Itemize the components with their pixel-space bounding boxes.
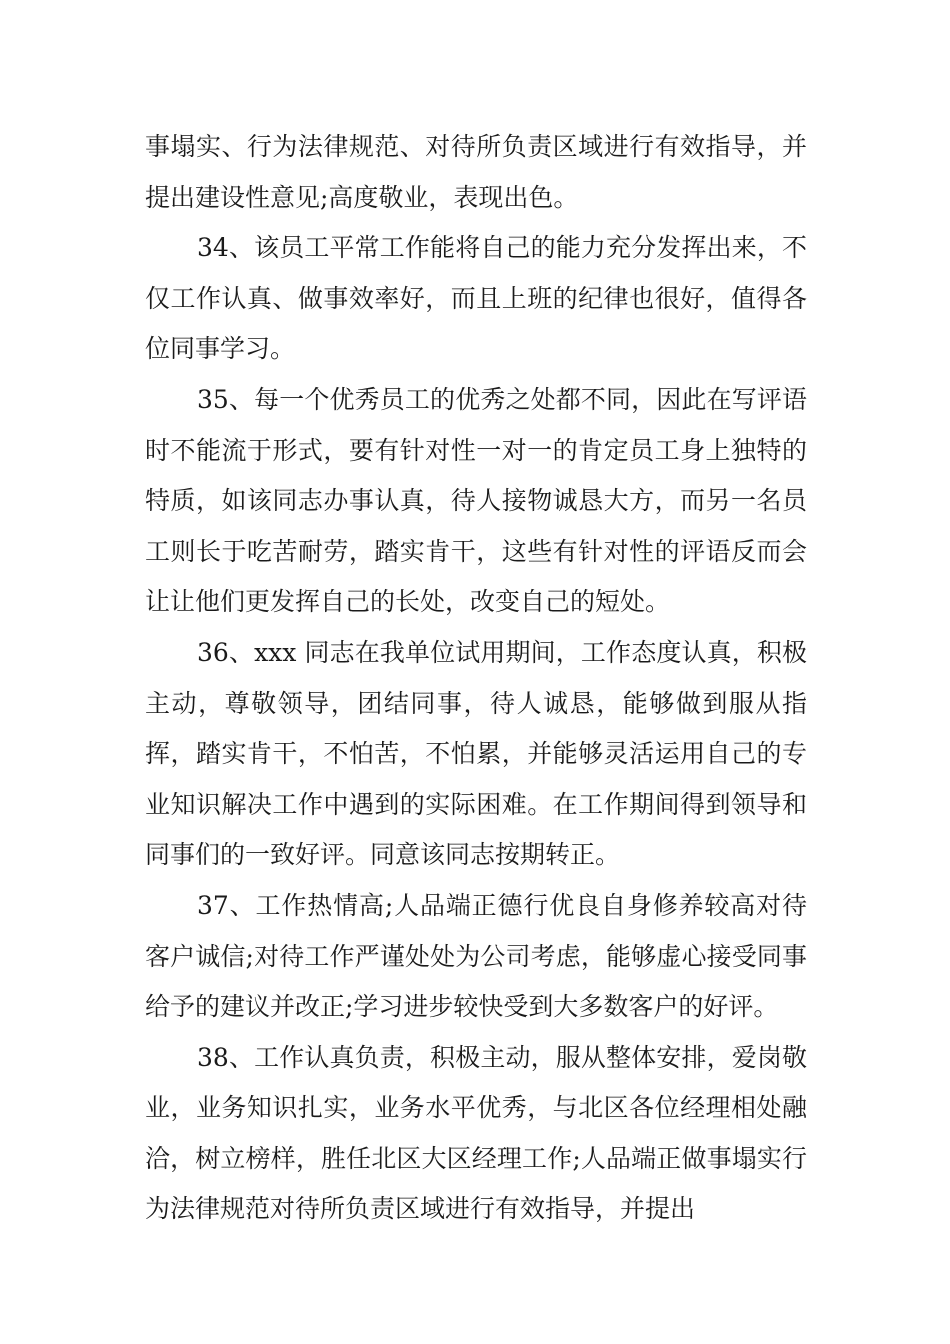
paragraph-35: 35、每一个优秀员工的优秀之处都不同，因此在写评语时不能流于形式，要有针对性一对一的肯定员工身上独特的特质，如该同志办事认真，待人接物诚恳大方，而另一名员工则长于吃苦耐劳，踏实肯干，这些有针对性的评语反而会让让他们更发挥自己的长处，改变自己的短处。	[145, 384, 807, 617]
paragraph-37: 37、工作热情高;人品端正德行优良自身修养较高对待客户诚信;对待工作严谨处处为公司考虑，能够虚心接受同事给予的建议并改正;学习进步较快受到大多数客户的好评。	[145, 890, 807, 1022]
paragraph-34: 34、该员工平常工作能将自己的能力充分发挥出来，不仅工作认真、做事效率好，而且上班的纪律也很好，值得各位同事学习。	[145, 233, 807, 364]
document-body	[145, 122, 807, 1235]
paragraph-continued: 事塌实、行为法律规范、对待所负责区域进行有效指导，并提出建设性意见;高度敬业，表现出色。	[145, 132, 807, 212]
paragraph-38: 38、工作认真负责，积极主动，服从整体安排，爱岗敬业，业务知识扎实，业务水平优秀，与北区各位经理相处融洽，树立榜样，胜任北区大区经理工作;人品端正做事塌实行为法律规范对待所负责区域进行有效指导，并提出	[145, 1042, 807, 1224]
paragraph-36: 36、xxx 同志在我单位试用期间，工作态度认真，积极主动，尊敬领导，团结同事，待人诚恳，能够做到服从指挥，踏实肯干，不怕苦，不怕累，并能够灵活运用自己的专业知识解决工作中遇到的实际困难。在工作期间得到领导和同事们的一致好评。同意该同志按期转正。	[145, 637, 807, 870]
